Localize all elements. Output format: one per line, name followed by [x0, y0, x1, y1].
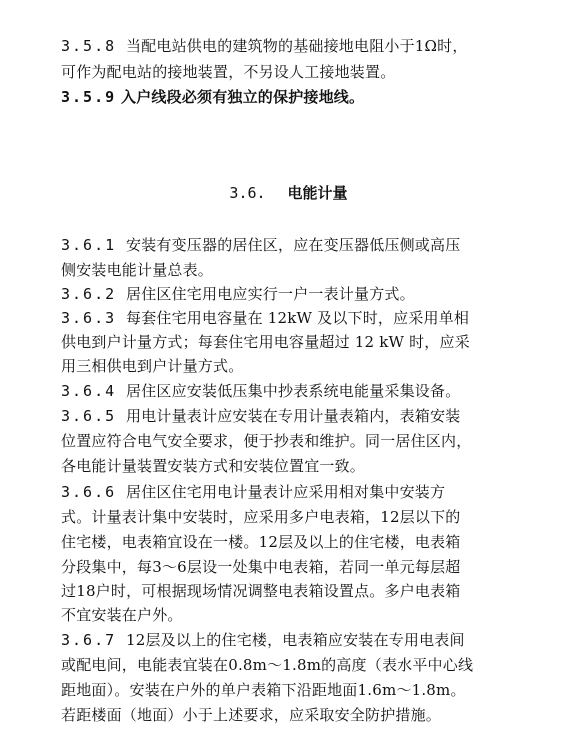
section-heading — [0, 184, 577, 202]
clause-3-6-5-line-1 — [61, 407, 460, 425]
clause-3-6-3-line-1 — [61, 309, 469, 327]
clause-3-6-3-line-3 — [61, 357, 243, 375]
clause-number: 3.6.3 — [61, 309, 117, 327]
clause-text: 居住区住宅用电应实行一户一表计量方式。 — [126, 285, 415, 303]
clause-text: 用电计量表计应安装在专用计量表箱内，表箱安装 — [126, 407, 461, 425]
clause-3-6-7-line-4 — [61, 706, 441, 724]
clause-3-6-7-line-2 — [61, 656, 473, 674]
clause-3-6-1-line-1 — [61, 236, 460, 254]
clause-3-6-7-line-1 — [61, 631, 465, 649]
clause-text: 当配电站供电的建筑物的基础接地电阻小于1Ω时， — [126, 37, 468, 55]
clause-text: 分段集中，每3～6层设一处集中电表箱，若同一单元每层超 — [61, 558, 461, 576]
clause-text: 或配电间，电能表宜装在0.8m～1.8m的高度（表水平中心线 — [61, 656, 474, 674]
clause-3-6-6-line-4 — [61, 558, 461, 576]
section-number: 3.6. — [229, 184, 266, 202]
clause-number: 3.5.8 — [61, 37, 117, 55]
clause-3-6-5-line-3 — [61, 457, 365, 475]
clause-number: 3.6.5 — [61, 407, 117, 425]
clause-text: 距地面）。安装在户外的单户表箱下沿距地面1.6m～1.8m。 — [61, 681, 466, 699]
clause-number: 3.6.4 — [61, 382, 117, 400]
clause-text: 供电到户计量方式；每套住宅用电容量超过 12 kW 时，应采 — [61, 333, 470, 351]
clause-3-6-4 — [61, 382, 460, 400]
clause-text: 12层及以上的住宅楼，电表箱应安装在专用电表间 — [126, 631, 465, 649]
clause-text: 用三相供电到户计量方式。 — [61, 357, 244, 375]
clause-3-6-3-line-2 — [61, 333, 470, 351]
clause-text: 位置应符合电气安全要求，便于抄表和维护。同一居住区内， — [61, 432, 472, 450]
clause-text: 不宜安装在户外。 — [61, 606, 183, 624]
clause-text: 式。计量表计集中安装时，应采用多户电表箱，12层以下的 — [61, 508, 461, 526]
clause-3-6-6-line-3 — [61, 533, 461, 551]
clause-text: 侧安装电能计量总表。 — [61, 261, 214, 279]
section-title: 电能计量 — [287, 184, 348, 202]
clause-3-6-1-line-2 — [61, 261, 213, 279]
clause-text: 住宅楼，电表箱宜设在一楼。12层及以上的住宅楼，电表箱 — [61, 533, 461, 551]
clause-3-6-2 — [61, 285, 415, 303]
clause-text: 若距楼面（地面）小于上述要求，应采取安全防护措施。 — [61, 706, 442, 724]
clause-number: 3.6.1 — [61, 236, 117, 254]
clause-text: 安装有变压器的居住区，应在变压器低压侧或高压 — [126, 236, 461, 254]
clause-number: 3.5.9 — [61, 88, 117, 106]
clause-text: 各电能计量装置安装方式和安装位置宜一致。 — [61, 457, 366, 475]
clause-text: 居住区住宅用电计量表计应采用相对集中安装方 — [126, 483, 446, 501]
clause-text: 每套住宅用电容量在 12kW 及以下时，应采用单相 — [126, 309, 470, 327]
clause-text: 居住区应安装低压集中抄表系统电能量采集设备。 — [126, 382, 461, 400]
clause-3-6-7-line-3 — [61, 681, 466, 699]
clause-number: 3.6.6 — [61, 483, 117, 501]
clause-text: 可作为配电站的接地装置，不另设人工接地装置。 — [61, 63, 396, 81]
clause-text: 入户线段必须有独立的保护接地线。 — [121, 88, 365, 106]
clause-number: 3.6.2 — [61, 285, 117, 303]
clause-3-6-6-line-5 — [61, 582, 461, 600]
clause-3-6-6-line-6 — [61, 606, 183, 624]
clause-number: 3.6.7 — [61, 631, 117, 649]
clause-3-6-5-line-2 — [61, 432, 471, 450]
clause-3-5-8-line-1 — [61, 37, 468, 55]
clause-3-6-6-line-2 — [61, 508, 461, 526]
clause-3-6-6-line-1 — [61, 483, 445, 501]
clause-3-5-9 — [61, 88, 364, 106]
clause-3-5-8-line-2 — [61, 63, 395, 81]
clause-text: 过18户时，可根据现场情况调整电表箱设置点。多户电表箱 — [61, 582, 461, 600]
